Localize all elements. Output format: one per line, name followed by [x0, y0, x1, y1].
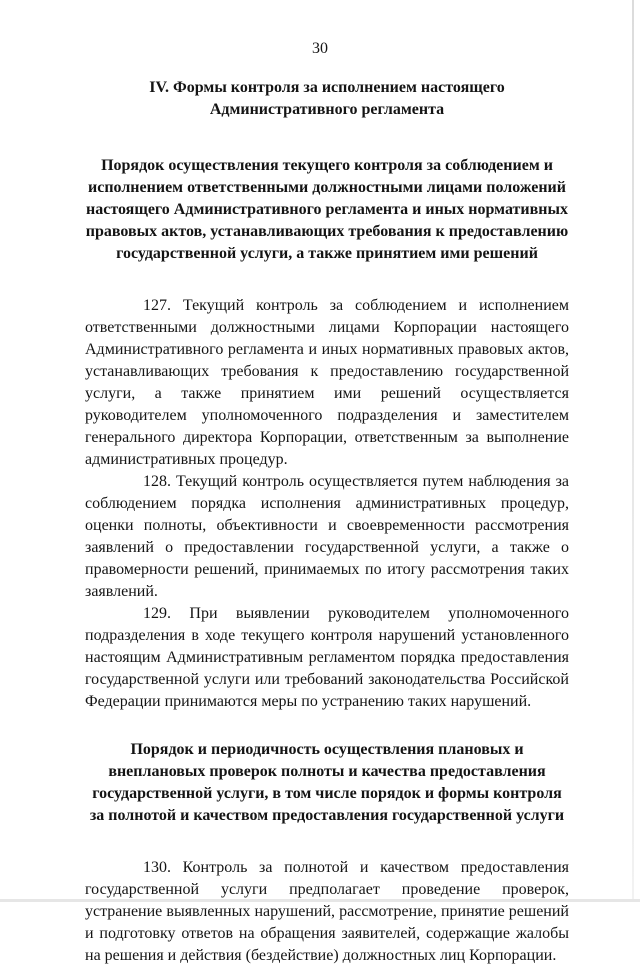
paragraph-127: 127. Текущий контроль за соблюдением и исполнением ответственными должностными лицами Корпорации настоящего Административного регламента и иных нормативных правовых актов, устанавливающих требования к предоставлению государственной услуги, а также принятием ими решений осуществляется руководителем уполномоченного подразделения и заместителем генерального директора Корпорации, ответственным за выполнение административных процедур.	[85, 297, 569, 468]
page-number: 30	[312, 40, 328, 57]
section-heading: IV. Формы контроля за исполнением настоящего Административного регламента	[149, 79, 505, 118]
paragraph-130: 130. Контроль за полнотой и качеством предоставления государственной услуги предполагает проведение проверок, устранение выявленных нарушений, рассмотрение, принятие решений и подготовку ответов на обращения заявителей, содержащие жалобы на решения и действия (бездействие) должностных лиц Корпорации.	[85, 859, 569, 964]
paragraph-128: 128. Текущий контроль осуществляется путем наблюдения за соблюдением порядка исполнения административных процедур, оценки полноты, объективности и своевременности рассмотрения заявлений о предоставлении государственной услуги, а также о правомерности решений, принимаемых по итогу рассмотрения таких заявлений.	[85, 473, 569, 600]
paragraph-129: 129. При выявлении руководителем уполномоченного подразделения в ходе текущего контроля нарушений установленного настоящим Административным регламентом порядка предоставления государственной услуги или требований законодательства Российской Федерации принимаются меры по устранению таких нарушений.	[85, 605, 569, 710]
scan-edge-shadow	[632, 0, 634, 902]
document-body	[85, 77, 569, 967]
subheading-current-control: Порядок осуществления текущего контроля за соблюдением и исполнением ответственными должностными лицами положений настоящего Административного регламента и иных нормативных правовых актов, устанавливающих требования к предоставлению государственной услуги, а также принятием ими решений	[85, 157, 569, 262]
subheading-inspections: Порядок и периодичность осуществления плановых и внеплановых проверок полноты и качества предоставления государственной услуги, в том числе порядок и формы контроля за полнотой и качеством предоставления государственной услуги	[89, 741, 565, 824]
